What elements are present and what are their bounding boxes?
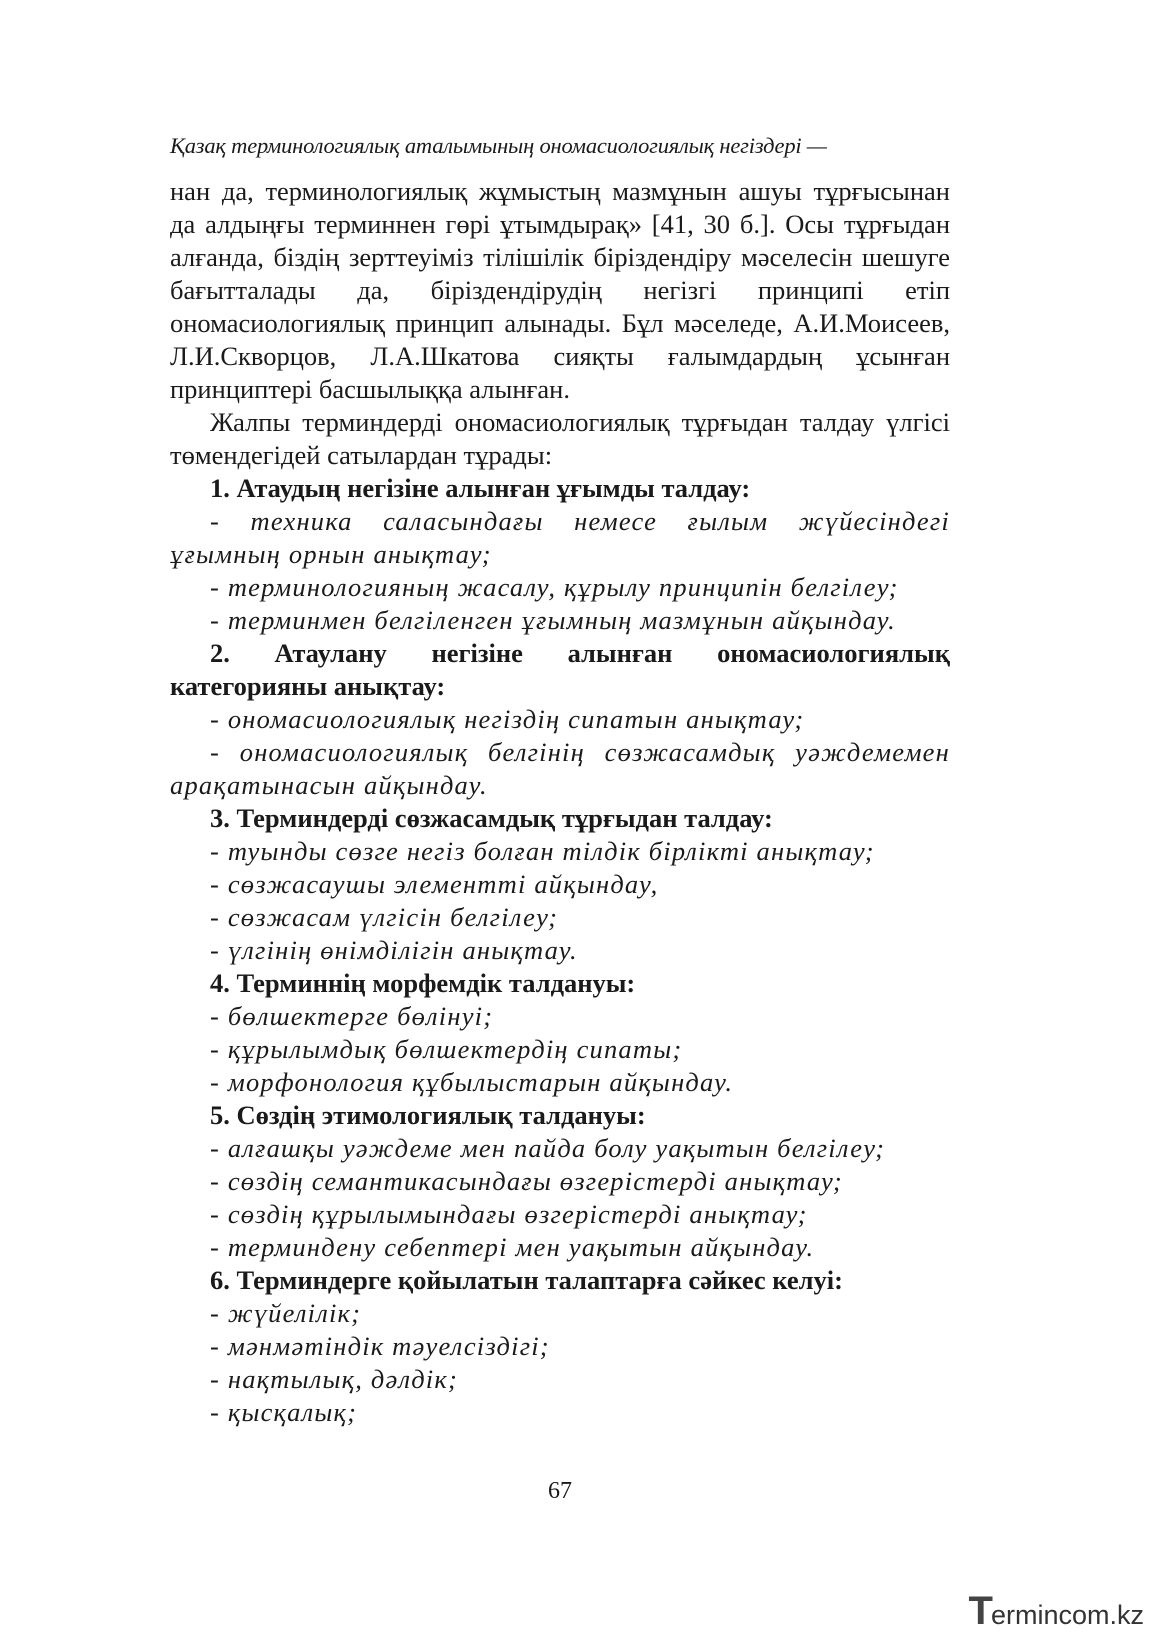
site-watermark [969,1591,1144,1631]
list-item: - бөлшектерге бөлінуі; [210,1001,494,1031]
list-item: - сөздің құрылымындағы өзгерістерді анықтау; [210,1199,808,1229]
list-item: - ономасиологиялық белгінің сөзжасамдық уәждемемен арақатынасын айқындау. [170,737,950,800]
list-item: - ономасиологиялық негіздің сипатын анықтау; [210,704,805,734]
paragraph-continuation: нан да, терминологиялық жұмыстың мазмұнын ашуы тұрғысынан да алдыңғы терминнен гөрі ұтымдырақ» [41, 30 б.]. Осы тұрғыдан алғанда, біздің зерттеуіміз тілішілік біріздендіру мәселесін шешуге бағытталады да, біріздендірудің негізгі принципі етіп ономасиологиялық принцип алынады. Бұл мәселеде, А.И.Моисеев, Л.И.Скворцов, Л.А.Шкатова сияқты ғалымдардың ұсынған принциптері басшылыққа алынған. [170,176,950,404]
section-heading-3: 3. Терминдерді сөзжасамдық тұрғыдан талдау: [210,803,773,833]
list-item: - терминологияның жасалу, құрылу принципін белгілеу; [210,572,899,602]
list-item: - алғашқы уәждеме мен пайда болу уақытын белгілеу; [210,1133,886,1163]
page-body [170,175,950,1429]
list-item: - үлгінің өнімділігін анықтау. [210,935,578,965]
list-item: - техника саласындағы немесе ғылым жүйесіндегі ұғымның орнын анықтау; [170,506,950,569]
section-heading-4: 4. Терминнің морфемдік талдануы: [210,968,636,998]
section-heading-1: 1. Атаудың негізіне алынған ұғымды талдау: [210,473,751,503]
page-number: 67 [548,1478,572,1504]
list-item: - морфонология құбылыстарын айқындау. [210,1067,734,1097]
list-item: - қысқалық; [210,1397,358,1427]
list-item: - нақтылық, дәлдік; [210,1364,458,1394]
list-item: - мәнмәтіндік тәуелсіздігі; [210,1331,550,1361]
list-item: - терминмен белгіленген ұғымның мазмұнын айқындау. [210,605,896,635]
list-item: - туынды сөзге негіз болған тілдік бірлікті анықтау; [210,836,875,866]
list-item: - сөздің семантикасындағы өзгерістерді анықтау; [210,1166,843,1196]
paragraph-intro: Жалпы терминдерді ономасиологиялық тұрғыдан талдау үлгісі төмендегідей сатылардан тұрады: [170,407,950,470]
running-head: Қазақ терминологиялық аталымының ономасиологиялық негіздері — [170,133,827,158]
list-item: - терминдену себептері мен уақытын айқындау. [210,1232,815,1262]
section-heading-5: 5. Сөздің этимологиялық талдануы: [210,1100,646,1130]
list-item: - жүйелілік; [210,1298,362,1328]
list-item: - сөзжасам үлгісін белгілеу; [210,902,559,932]
section-heading-2: 2. Атаулану негізіне алынған ономасиологиялық категорияны анықтау: [170,638,950,701]
watermark-initial: T [968,1589,993,1633]
watermark-text: ermincom.kz [990,1600,1144,1630]
section-heading-6: 6. Терминдерге қойылатын талаптарға сәйкес келуі: [210,1265,843,1295]
list-item: - құрылымдық бөлшектердің сипаты; [210,1034,683,1064]
list-item: - сөзжасаушы элементті айқындау, [210,869,659,899]
